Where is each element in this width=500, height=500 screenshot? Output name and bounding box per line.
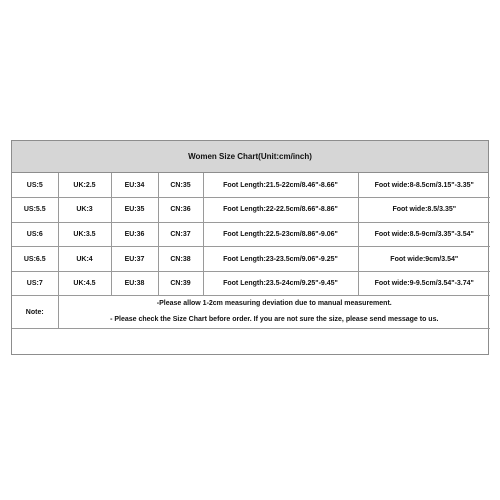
table-row — [12, 247, 490, 272]
cn-size-cell: CN:35 — [158, 173, 203, 198]
foot-width-cell: Foot wide:8.5/3.35" — [358, 198, 490, 223]
note-line: -Please allow 1-2cm measuring deviation due to manual measurement. — [156, 300, 392, 308]
eu-size-cell: EU:38 — [111, 271, 158, 296]
us-size-cell: US:5.5 — [12, 198, 58, 223]
us-size-cell: US:6.5 — [12, 247, 58, 272]
eu-size-cell: EU:37 — [111, 247, 158, 272]
size-chart — [11, 140, 489, 355]
note-text — [58, 296, 490, 329]
foot-width-cell: Foot wide:9-9.5cm/3.54"-3.74" — [358, 271, 490, 296]
note-label: Note: — [12, 296, 58, 329]
foot-length-cell: Foot Length:23.5-24cm/9.25"-9.45" — [203, 271, 358, 296]
us-size-cell: US:5 — [12, 173, 58, 198]
note-line: - Please check the Size Chart before order. If you are not sure the size, please send message to us. — [110, 316, 439, 324]
foot-length-cell: Foot Length:21.5-22cm/8.46"-8.66" — [203, 173, 358, 198]
uk-size-cell: UK:3 — [58, 198, 111, 223]
foot-length-cell: Foot Length:22-22.5cm/8.66"-8.86" — [203, 198, 358, 223]
table-row — [12, 198, 490, 223]
table-row — [12, 271, 490, 296]
cn-size-cell: CN:38 — [158, 247, 203, 272]
uk-size-cell: UK:4.5 — [58, 271, 111, 296]
foot-width-cell: Foot wide:8.5-9cm/3.35"-3.54" — [358, 222, 490, 247]
cn-size-cell: CN:37 — [158, 222, 203, 247]
uk-size-cell: UK:2.5 — [58, 173, 111, 198]
table-row — [12, 173, 490, 198]
foot-width-cell: Foot wide:8-8.5cm/3.15"-3.35" — [358, 173, 490, 198]
size-table — [12, 173, 490, 329]
uk-size-cell: UK:4 — [58, 247, 111, 272]
us-size-cell: US:6 — [12, 222, 58, 247]
uk-size-cell: UK:3.5 — [58, 222, 111, 247]
note-row — [12, 296, 490, 329]
eu-size-cell: EU:36 — [111, 222, 158, 247]
cn-size-cell: CN:36 — [158, 198, 203, 223]
size-chart-title: Women Size Chart(Unit:cm/inch) — [12, 141, 488, 173]
eu-size-cell: EU:34 — [111, 173, 158, 198]
table-row — [12, 222, 490, 247]
foot-width-cell: Foot wide:9cm/3.54" — [358, 247, 490, 272]
eu-size-cell: EU:35 — [111, 198, 158, 223]
foot-length-cell: Foot Length:23-23.5cm/9.06"-9.25" — [203, 247, 358, 272]
cn-size-cell: CN:39 — [158, 271, 203, 296]
foot-length-cell: Foot Length:22.5-23cm/8.86"-9.06" — [203, 222, 358, 247]
us-size-cell: US:7 — [12, 271, 58, 296]
